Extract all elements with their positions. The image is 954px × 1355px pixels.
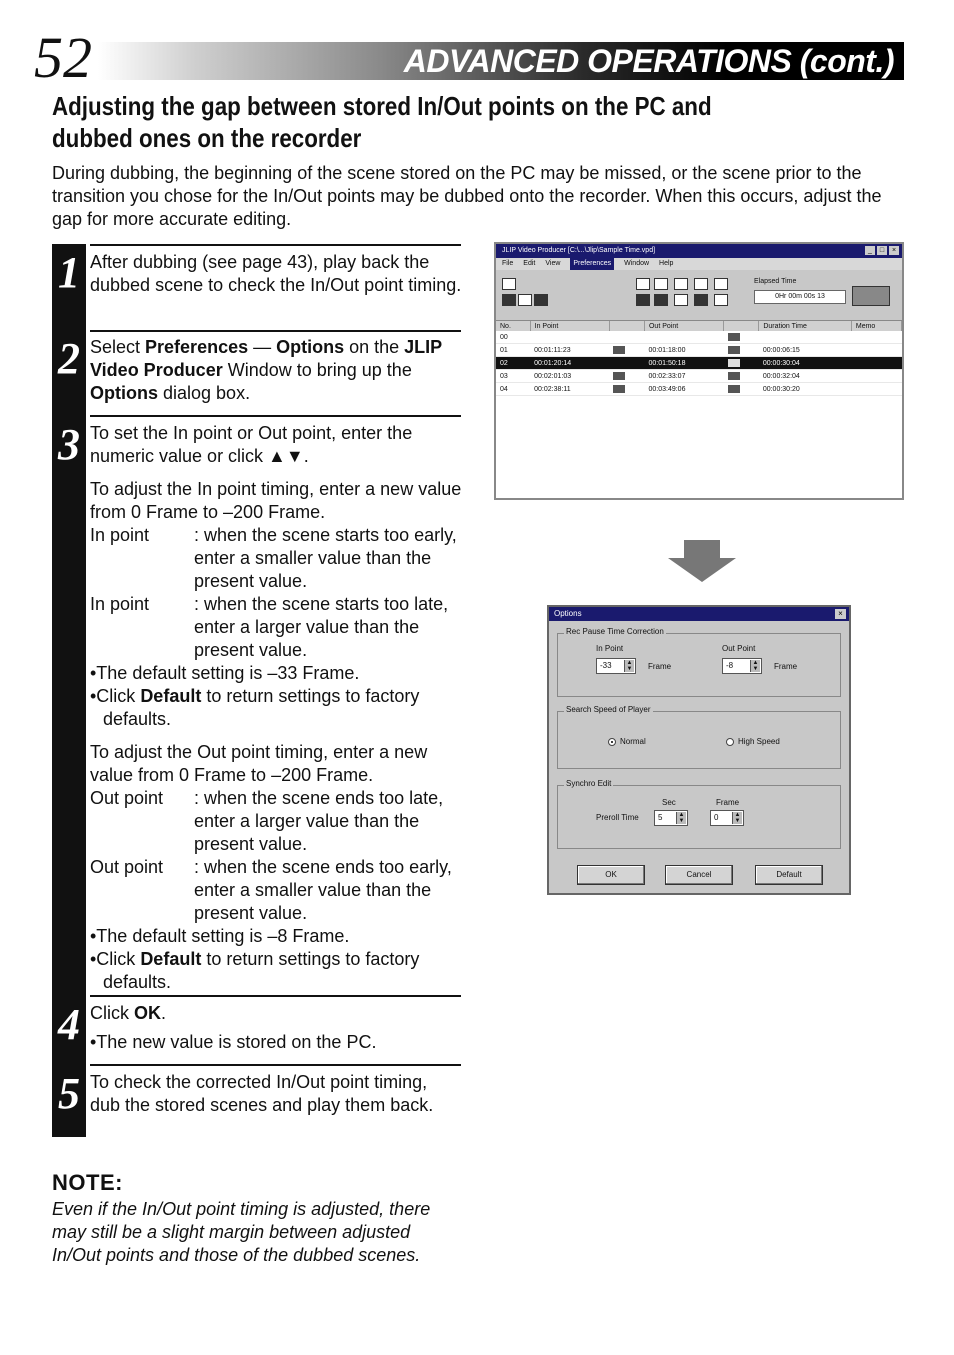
spin-arrows-icon[interactable]: ▲ ▼ [732,812,742,824]
menu-preferences[interactable]: Preferences [570,258,614,270]
step-divider [90,1064,461,1066]
step-number-5: 5 [58,1069,80,1118]
cancel-button[interactable]: Cancel [665,865,733,885]
tool-icon[interactable] [636,294,650,306]
jlip-titlebar: JLIP Video Producer [C:\...\Jlip\Sample Time.vpd] _ □ × [496,244,902,258]
preroll-label: Preroll Time [596,813,639,822]
normal-label: Normal [620,737,646,746]
tool-icon[interactable] [502,278,516,290]
in-point-label: In Point [596,644,624,653]
jlip-window-screenshot [494,242,904,500]
out-point-early: Out point : when the scene ends too early, enter a smaller value than the present value. [90,857,452,923]
high-speed-label: High Speed [738,737,780,746]
normal-radio[interactable] [608,738,616,746]
tool-icon[interactable] [518,294,532,306]
step-number-1: 1 [58,248,80,297]
table-row-selected[interactable]: 02 00:01:20:14 00:01:50:18 00:00:30:04 [496,357,902,370]
menu-edit[interactable]: Edit [523,260,536,267]
frame-label: Frame [774,662,798,671]
col-header[interactable]: In Point [530,321,609,331]
tool-icon[interactable] [674,294,688,306]
frame-label: Frame [716,798,740,807]
col-header[interactable] [609,321,644,331]
header-bar [98,42,904,80]
transition-icon [613,372,625,380]
menu-view[interactable]: View [545,260,561,267]
table-row[interactable]: 01 00:01:11:23 00:01:18:00 00:00:06:15 [496,344,902,357]
note-text: Even if the In/Out point timing is adjusted, there may still be a slight margin between adjusted In/Out points and those of the dubbed scenes. [52,1199,431,1265]
spin-arrows-icon[interactable]: ▲ ▼ [750,660,760,672]
step-divider [90,995,461,997]
tool-icon[interactable] [654,294,668,306]
preroll-frame-input[interactable]: 0 ▲ ▼ [710,810,744,826]
group-rec-pause: Rec Pause Time Correction In Point -33 ▲ ▼ Frame Out Point -8 ▲ ▼ Frame [557,633,841,697]
scene-table [496,321,902,396]
maximize-icon[interactable]: □ [877,246,887,255]
menu-file[interactable]: File [502,260,514,267]
header-title: ADVANCED OPERATIONS (cont.) [403,43,894,79]
elapsed-time-value: 0Hr 00m 00s 13 [754,290,846,304]
note-title: NOTE: [52,1170,123,1195]
table-row[interactable]: 00 [496,331,902,344]
table-row[interactable]: 04 00:02:38:11 00:03:49:06 00:00:30:20 [496,383,902,396]
tool-icon[interactable] [674,278,688,290]
step-5-text: To check the corrected In/Out point timing, dub the stored scenes and play them back. [90,1072,434,1115]
tool-icon[interactable] [852,286,890,306]
step-number-3: 3 [58,420,80,469]
tool-icon[interactable] [654,278,668,290]
transition-icon [728,359,740,367]
page-number: 52 [34,25,92,90]
high-speed-radio[interactable] [726,738,734,746]
in-point-input[interactable]: -33 ▲ ▼ [596,658,636,674]
col-header[interactable]: Out Point [644,321,723,331]
arrow-down-icon [668,540,736,582]
out-point-late: Out point : when the scene ends too late, enter a larger value than the present value. [90,788,444,854]
transition-icon [728,346,740,354]
section-title: Adjusting the gap between stored In/Out points on the PC and dubbed ones on the recorder [52,91,712,153]
transition-icon [728,385,740,393]
spin-arrows-icon[interactable]: ▲ ▼ [676,812,686,824]
transition-icon [613,346,625,354]
in-point-late: In point : when the scene starts too late, enter a larger value than the present value. [90,594,449,660]
step-divider [90,330,461,332]
ok-button[interactable]: OK [577,865,645,885]
options-titlebar: Options × [549,607,849,621]
menu-help[interactable]: Help [659,260,674,267]
tool-icon[interactable] [694,278,708,290]
step-number-2: 2 [58,334,80,383]
col-header[interactable]: Duration Time [759,321,852,331]
close-icon[interactable]: × [835,609,846,619]
tool-icon[interactable] [714,294,728,306]
step-2-text: Select Preferences — Options on the JLIP Video Producer Window to bring up the Options dialog box. [90,337,442,403]
step-1-text: After dubbing (see page 43), play back the dubbed scene to check the In/Out point timing. [90,252,462,295]
col-header[interactable] [724,321,759,331]
transition-icon [728,372,740,380]
spin-arrows-icon[interactable]: ▲ ▼ [624,660,634,672]
table-row[interactable]: 03 00:02:01:03 00:02:33:07 00:00:32:04 [496,370,902,383]
preroll-sec-input[interactable]: 5 ▲ ▼ [654,810,688,826]
minimize-icon[interactable]: _ [865,246,875,255]
out-point-input[interactable]: -8 ▲ ▼ [722,658,762,674]
elapsed-time-label: Elapsed Time [754,278,797,285]
jlip-toolbar [496,270,902,321]
group-search-speed: Search Speed of Player Normal High Speed [557,711,841,769]
transition-icon [728,333,740,341]
frame-label: Frame [648,662,672,671]
jlip-menubar [496,258,902,270]
step-3-text: To set the In point or Out point, enter the numeric value or click ▲▼. To adjust the In point timing, enter a new value from 0 Frame to –200 Frame. In point : when the scene starts too early, enter a smaller value than the present value. In point : when the scene starts too late, enter a larger value than the present value. •The default setting is –33 Frame. •Click Default to return settings to factory defaults. To adjust the Out point timing, enter a new value from 0 Frame to –200 Frame. Out point : when the scene ends too late, enter a larger value than the present value. Out point : when the scene ends too early, enter a smaller value than the present value. •The default setting is –8 Frame. •Click Default to return settings to factory defaults. [90,423,462,992]
tool-icon[interactable] [694,294,708,306]
menu-window[interactable]: Window [624,260,650,267]
default-button[interactable]: Default [755,865,823,885]
col-header[interactable]: No. [496,321,530,331]
tool-icon[interactable] [502,294,516,306]
group-synchro-edit: Synchro Edit Sec Frame Preroll Time 5 ▲ ▼ 0 ▲ ▼ [557,785,841,849]
options-dialog-screenshot [547,605,851,895]
tool-icon[interactable] [534,294,548,306]
intro-paragraph: During dubbing, the beginning of the scene stored on the PC may be missed, or the scene prior to the transition you chose for the In/Out points may be dubbed onto the recorder. When this occurs, adjust the gap for more accurate editing. [52,163,882,229]
transition-icon [613,385,625,393]
step-4-text: Click OK. •The new value is stored on the PC. [90,1003,377,1052]
col-header[interactable]: Memo [851,321,901,331]
out-point-label: Out Point [722,644,756,653]
sec-label: Sec [662,798,676,807]
in-point-early: In point : when the scene starts too early, enter a smaller value than the present value. [90,525,457,591]
step-divider [90,244,461,246]
tool-icon[interactable] [714,278,728,290]
tool-icon[interactable] [636,278,650,290]
step-divider [90,415,461,417]
step-number-4: 4 [58,1000,80,1049]
close-icon[interactable]: × [889,246,899,255]
